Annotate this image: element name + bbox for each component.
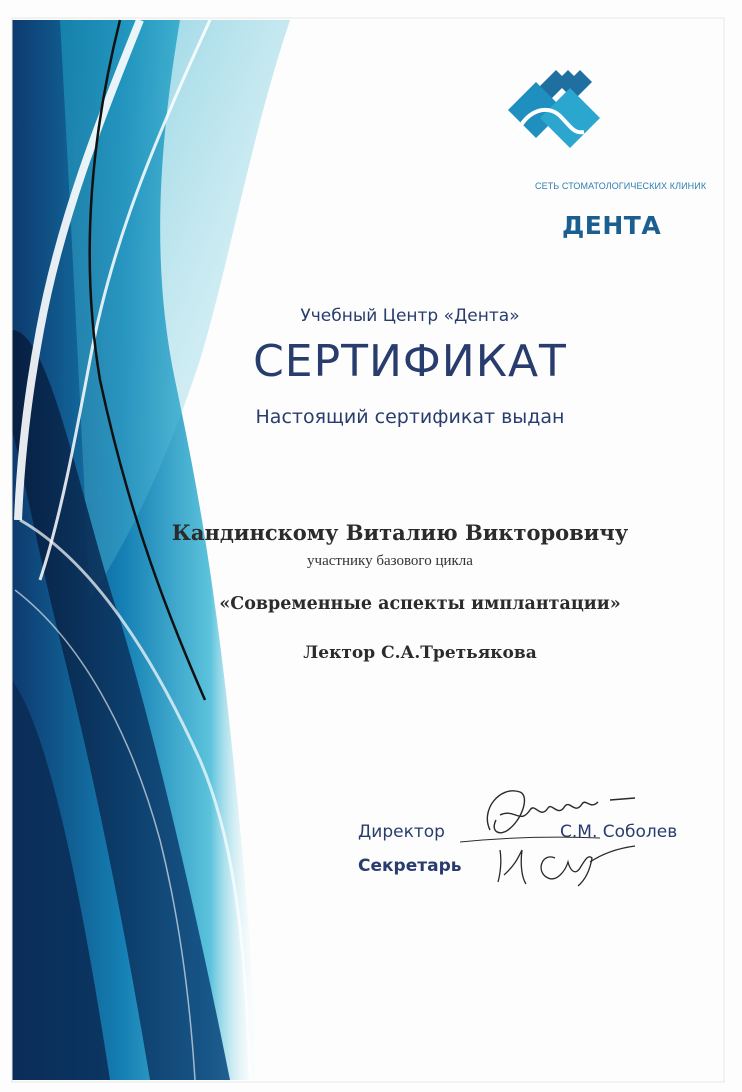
course-name: «Современные аспекты имплантации» xyxy=(219,594,621,614)
logo-wordmark: ДЕНТА xyxy=(562,211,662,240)
issued-text: Настоящий сертификат выдан xyxy=(255,406,565,428)
logo-subtitle: СЕТЬ СТОМАТОЛОГИЧЕСКИХ КЛИНИК xyxy=(535,181,707,191)
director-name: С.М. Соболев xyxy=(560,822,678,842)
participant-role: участнику базового цикла xyxy=(307,553,473,569)
certificate-title: СЕРТИФИКАТ xyxy=(253,336,567,387)
director-label: Директор xyxy=(358,822,445,842)
denta-logo-icon xyxy=(500,68,610,168)
organization-name: Учебный Центр «Дента» xyxy=(300,306,520,326)
recipient-name: Кандинскому Виталию Викторовичу xyxy=(171,520,629,545)
lecturer-name: Лектор С.А.Третьякова xyxy=(303,643,537,663)
secretary-label: Секретарь xyxy=(358,856,462,876)
handwritten-signatures xyxy=(460,780,660,890)
